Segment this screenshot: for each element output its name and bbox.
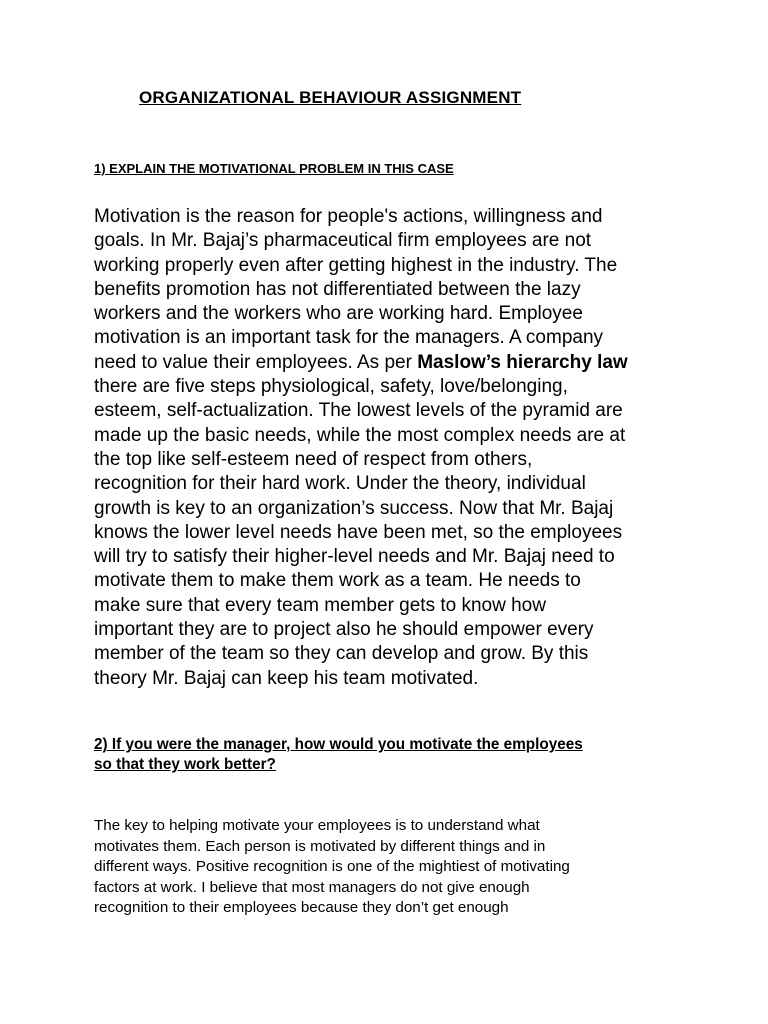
answer-line: different ways. Positive recognition is one of the mightiest of motivating: [94, 858, 570, 875]
question-2-heading-line: 2) If you were the manager, how would you motivate the employees: [94, 736, 583, 753]
answer-line: motivation is an important task for the managers. A company: [94, 327, 604, 349]
question-2-heading: [94, 735, 583, 775]
question-2-heading-line: so that they work better?: [94, 756, 276, 773]
answer-line: member of the team so they can develop and grow. By this: [94, 643, 589, 665]
answer-line: will try to satisfy their higher-level needs and Mr. Bajaj need to: [94, 546, 615, 568]
answer-line: need to value their employees. As per: [94, 351, 418, 373]
answer-line: the top like self-esteem need of respect from others,: [94, 448, 533, 470]
answer-line: made up the basic needs, while the most complex needs are at: [94, 424, 626, 446]
maslow-bold-phrase: Maslow’s hierarchy law: [417, 351, 628, 373]
answer-line: Motivation is the reason for people's actions, willingness and: [94, 206, 603, 227]
answer-line: recognition to their employees because they don’t get enough: [94, 899, 509, 916]
answer-line: esteem, self-actualization. The lowest levels of the pyramid are: [94, 400, 623, 422]
question-1-answer: [94, 205, 694, 691]
answer-line: knows the lower level needs have been met, so the employees: [94, 521, 623, 543]
answer-line: factors at work. I believe that most managers do not give enough: [94, 878, 530, 896]
answer-line: working properly even after getting highest in the industry. The: [94, 254, 618, 276]
answer-line: recognition for their hard work. Under the theory, individual: [94, 473, 586, 495]
answer-line: there are five steps physiological, safety, love/belonging,: [94, 376, 568, 398]
answer-line: make sure that every team member gets to know how: [94, 594, 546, 616]
answer-line: theory Mr. Bajaj can keep his team motivated.: [94, 667, 479, 689]
answer-line: motivate them to make them work as a team. He needs to: [94, 570, 581, 592]
answer-line: The key to helping motivate your employees is to understand what: [94, 817, 540, 834]
answer-line: goals. In Mr. Bajaj’s pharmaceutical firm employees are not: [94, 230, 592, 252]
answer-line: benefits promotion has not differentiated between the lazy: [94, 278, 581, 300]
answer-line: workers and the workers who are working hard. Employee: [94, 303, 583, 325]
answer-line: growth is key to an organization’s success. Now that Mr. Bajaj: [94, 497, 614, 519]
question-1-heading: 1) EXPLAIN THE MOTIVATIONAL PROBLEM IN THIS CASE: [94, 161, 454, 176]
question-2-answer: [94, 816, 570, 919]
answer-line: important they are to project also he should empower every: [94, 619, 594, 641]
answer-line: motivates them. Each person is motivated by different things and in: [94, 837, 546, 855]
document-title: ORGANIZATIONAL BEHAVIOUR ASSIGNMENT: [139, 88, 522, 107]
